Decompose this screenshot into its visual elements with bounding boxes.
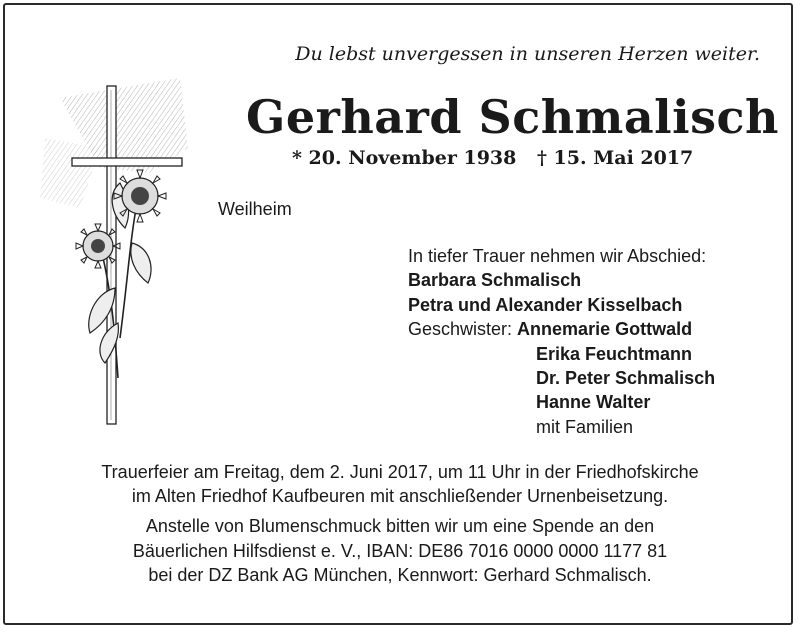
mourners-intro: In tiefer Trauer nehmen wir Abschied: bbox=[408, 246, 707, 266]
family-member: Petra und Alexander Kisselbach bbox=[408, 294, 683, 315]
donation-line: Bäuerlichen Hilfsdienst e. V., IBAN: DE86 7016 0000 0000 1177 81 bbox=[132, 540, 668, 561]
sibling: Annemarie Gottwald bbox=[517, 319, 693, 340]
sibling: Erika Feuchtmann bbox=[536, 343, 693, 364]
sibling: Dr. Peter Schmalisch bbox=[536, 368, 716, 389]
sibling: Hanne Walter bbox=[536, 392, 651, 413]
siblings-row bbox=[408, 317, 715, 341]
donation-line: Anstelle von Blumenschmuck bitten wir um eine Spende an den bbox=[145, 516, 655, 537]
footer bbox=[0, 460, 800, 587]
service-line: Trauerfeier am Freitag, dem 2. Juni 2017, um 11 Uhr in der Friedhofskirche bbox=[101, 462, 699, 482]
birth-date: * 20. November 1938 bbox=[292, 147, 517, 169]
deceased-name: Gerhard Schmalisch bbox=[246, 90, 779, 144]
place: Weilheim bbox=[218, 199, 292, 219]
siblings-suffix: mit Familien bbox=[536, 416, 634, 437]
motto: Du lebst unvergessen in unseren Herzen weiter. bbox=[295, 43, 760, 65]
death-date: † 15. Mai 2017 bbox=[537, 147, 694, 169]
donation-line: bei der DZ Bank AG München, Kennwort: Gerhard Schmalisch. bbox=[148, 564, 652, 585]
mourners-list bbox=[408, 244, 715, 439]
siblings-label: Geschwister: bbox=[408, 319, 513, 340]
family-member: Barbara Schmalisch bbox=[408, 270, 582, 291]
service-line: im Alten Friedhof Kaufbeuren mit anschließender Urnenbeisetzung. bbox=[131, 486, 669, 507]
